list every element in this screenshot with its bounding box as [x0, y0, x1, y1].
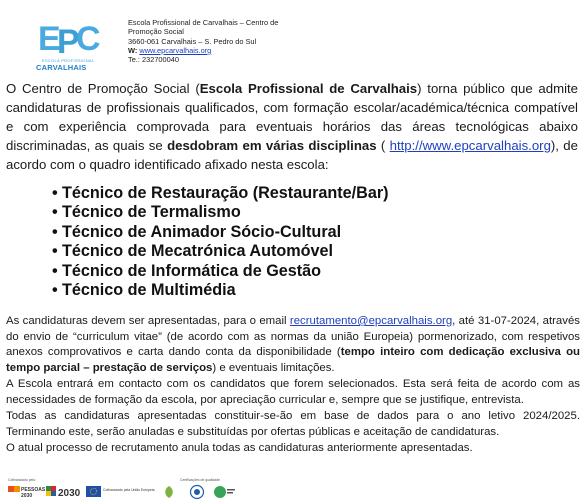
- contact-line: Promoção Social: [128, 27, 184, 37]
- list-item: • Técnico de Termalismo: [52, 203, 389, 222]
- logo-letter-c: C: [76, 20, 101, 58]
- logo-letter-p: P: [57, 23, 80, 61]
- emphasis-text: desdobram em várias disciplinas: [167, 138, 377, 153]
- leaf-logo-icon: [160, 484, 178, 500]
- para-text: As candidaturas devem ser apresentadas, para o email: [6, 315, 290, 327]
- contact-tel: [128, 55, 318, 64]
- list-item: • Técnico de Animador Sócio-Cultural: [52, 223, 389, 242]
- cofin-label: Cofinanciado pelo:: [8, 478, 37, 482]
- intro-text: ), de acordo com o quadro identificado afixado nesta escola:: [6, 138, 578, 172]
- portugal-year: 2030: [58, 488, 81, 499]
- contact-block: [128, 18, 318, 64]
- logo-name: CARVALHAIS: [36, 63, 87, 72]
- para-text: , até 31-07-2024, através do envio de “curriculum vitae” (de acordo com as normas da união Europeia) pormenorizado, com respetivos anexos comprovativos e carta dando conta da disponibilidade (: [6, 315, 580, 359]
- pessoas-logo-icon: [8, 484, 46, 500]
- notice-paragraph: O atual processo de recrutamento anula todas as candidaturas anteriormente apresentadas.: [6, 442, 473, 454]
- website-link[interactable]: http://www.epcarvalhais.org: [389, 138, 551, 153]
- web-link[interactable]: www.epcarvalhais.org: [139, 45, 212, 55]
- certification-seal-icon: [188, 484, 206, 500]
- list-item: • Técnico de Restauração (Restaurante/Bar): [52, 184, 389, 203]
- logo-subtitle: ESCOLA PROFISSIONAL: [42, 58, 95, 63]
- portugal-2030-logo-icon: [46, 484, 82, 500]
- eu-flag-icon: [86, 485, 155, 499]
- web-label: W:: [128, 45, 138, 55]
- tel-label: Te.:: [128, 55, 140, 65]
- contact-line: 3660-061 Carvalhais – S. Pedro do Sul: [128, 36, 257, 46]
- contact-paragraph: A Escola entrará em contacto com os candidatos que forem selecionados. Esta será feita de acordo com as necessidades de formação da escola, por apreciação curricular e, sempre que se justifique, entrevista.: [6, 378, 580, 406]
- email-link[interactable]: recrutamento@epcarvalhais.org: [289, 315, 453, 327]
- pessoas-label: PESSOAS: [21, 487, 46, 493]
- logo-letter-e: E: [38, 20, 61, 58]
- intro-text: ) torna público que admite candidaturas de profissionais qualificados, com formação escolar/académica/técnica compatível e com experiência comprovada para eventuais horários das áreas tecnológicas abaixo discriminadas, as quais se: [6, 81, 578, 153]
- intro-text: O Centro de Promoção Social (: [6, 81, 200, 96]
- list-item: • Técnico de Informática de Gestão: [52, 262, 389, 281]
- intro-paragraph: [6, 79, 578, 174]
- letterhead: [0, 0, 587, 78]
- eu-text: Cofinanciado pela União Europeia: [103, 488, 155, 492]
- intro-text: (: [376, 138, 390, 153]
- funding-footer: [0, 478, 587, 502]
- contact-line: Escola Profissional de Carvalhais – Centro de: [128, 18, 279, 27]
- contact-web: [128, 46, 318, 55]
- certified-label: Certificações de qualidade: [180, 478, 220, 482]
- para-text: ) e eventuais limitações.: [212, 361, 335, 374]
- tel-number: 232700040: [141, 55, 179, 65]
- course-list: [52, 184, 389, 300]
- list-item: • Técnico de Mecatrónica Automóvel: [52, 242, 389, 261]
- pessoas-year: 2030: [21, 493, 33, 499]
- quality-mark-icon: [212, 484, 236, 500]
- database-paragraph: Todas as candidaturas apresentadas constituir-se-ão em base de dados para o ano letivo 2024/2025. Terminando este, serão anuladas e substituídas por ofertas públicas e aceitação de candidaturas.: [6, 410, 580, 438]
- emphasis-text: tempo inteiro com dedicação exclusiva ou tempo parcial – prestação de serviços: [6, 346, 580, 374]
- list-item: • Técnico de Multimédia: [52, 281, 389, 300]
- application-paragraph: [6, 314, 580, 376]
- school-name: Escola Profissional de Carvalhais: [199, 81, 418, 96]
